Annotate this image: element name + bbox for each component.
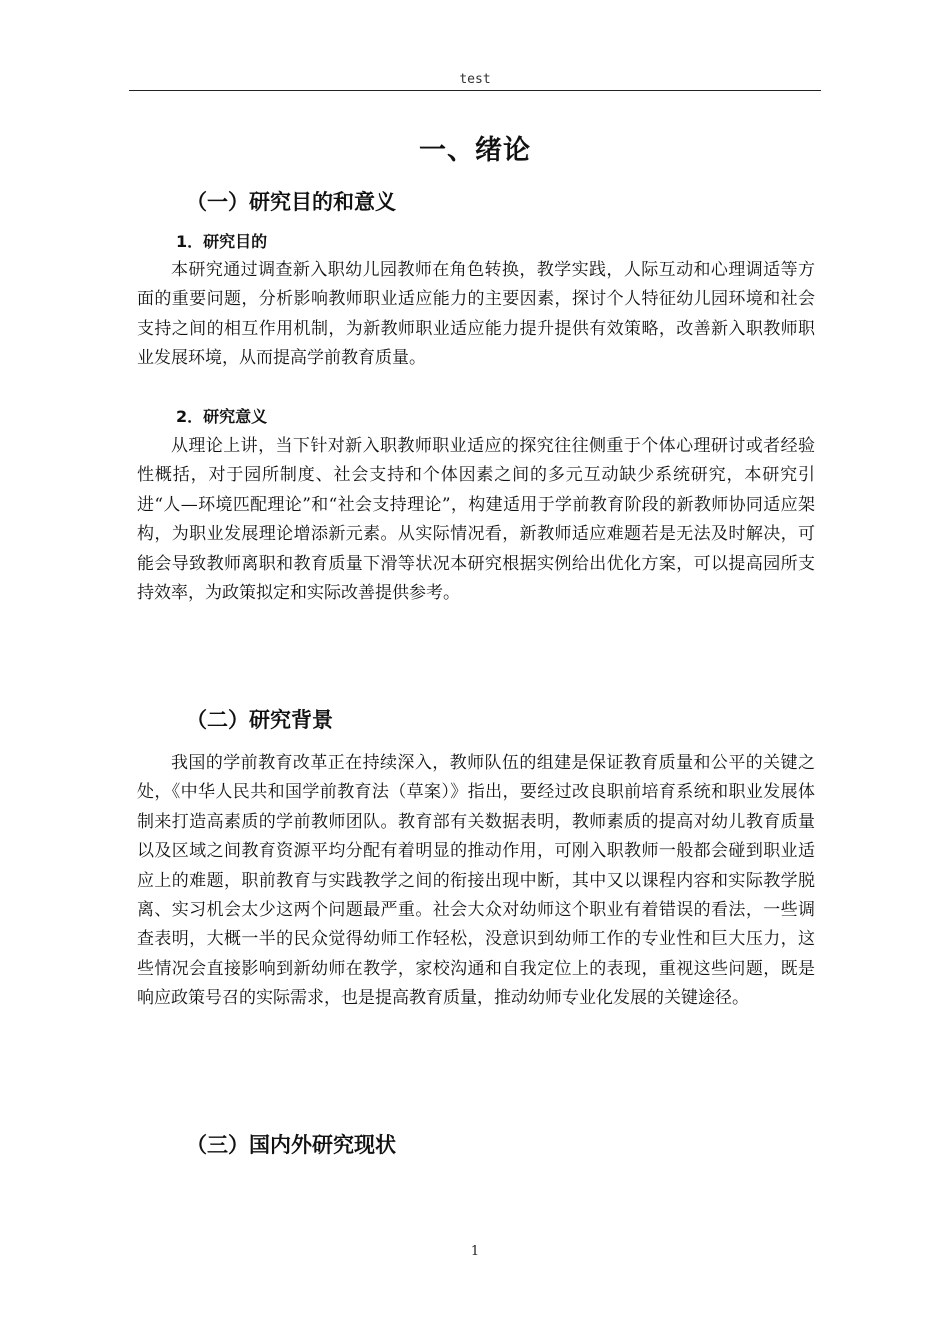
paragraph-research-purpose: 本研究通过调查新入职幼儿园教师在角色转换，教学实践，人际互动和心理调适等方面的重要问题，分析影响教师职业适应能力的主要因素，探讨个人特征幼儿园环境和社会支持之间的相互作用机制，为新教师职业适应能力提升提供有效策略，改善新入职教师职业发展环境，从而提高学前教育质量。 (137, 260, 815, 369)
section-heading-research-status: （三）国内外研究现状 (186, 1133, 396, 1157)
chapter-title: 一、绪论 (419, 135, 531, 166)
paragraph-background: 我国的学前教育改革正在持续深入，教师队伍的组建是保证教育质量和公平的关键之处，《中华人民共和国学前教育法（草案）》指出，要经过改良职前培育系统和职业发展体制来打造高素质的学前教师团队。教育部有关数据表明，教师素质的提高对幼儿教育质量以及区域之间教育资源平均分配有着明显的推动作用，可刚入职教师一般都会碰到职业适应上的难题，职前教育与实践教学之间的衔接出现中断，其中又以课程内容和实际教学脱离、实习机会太少这两个问题最严重。社会大众对幼师这个职业有着错误的看法，一些调查表明，大概一半的民众觉得幼师工作轻松，没意识到幼师工作的专业性和巨大压力，这些情况会直接影响到新幼师在教学，家校沟通和自我定位上的表现，重视这些问题，既是响应政策号召的实际需求，也是提高教育质量，推动幼师专业化发展的关键途径。 (137, 753, 815, 1009)
paragraph-research-meaning: 从理论上讲，当下针对新入职教师职业适应的探究往往侧重于个体心理研讨或者经验性概括，对于园所制度、社会支持和个体因素之间的多元互动缺少系统研究，本研究引进“人—环境匹配理论”和“社会支持理论”，构建适用于学前教育阶段的新教师协同适应架构，为职业发展理论增添新元素。从实际情况看，新教师适应难题若是无法及时解决，可能会导致教师离职和教育质量下滑等状况本研究根据实例给出优化方案，可以提高园所支持效率，为政策拟定和实际改善提供参考。 (137, 436, 815, 604)
page-number: 1 (470, 1244, 480, 1259)
section-heading-purpose-meaning: （一）研究目的和意义 (186, 190, 396, 214)
sub-heading-research-meaning: 2．研究意义 (176, 407, 268, 426)
running-header: test (459, 72, 491, 87)
sub-heading-research-purpose: 1．研究目的 (176, 232, 268, 251)
header-rule (129, 90, 821, 91)
section-heading-background: （二）研究背景 (186, 708, 333, 732)
